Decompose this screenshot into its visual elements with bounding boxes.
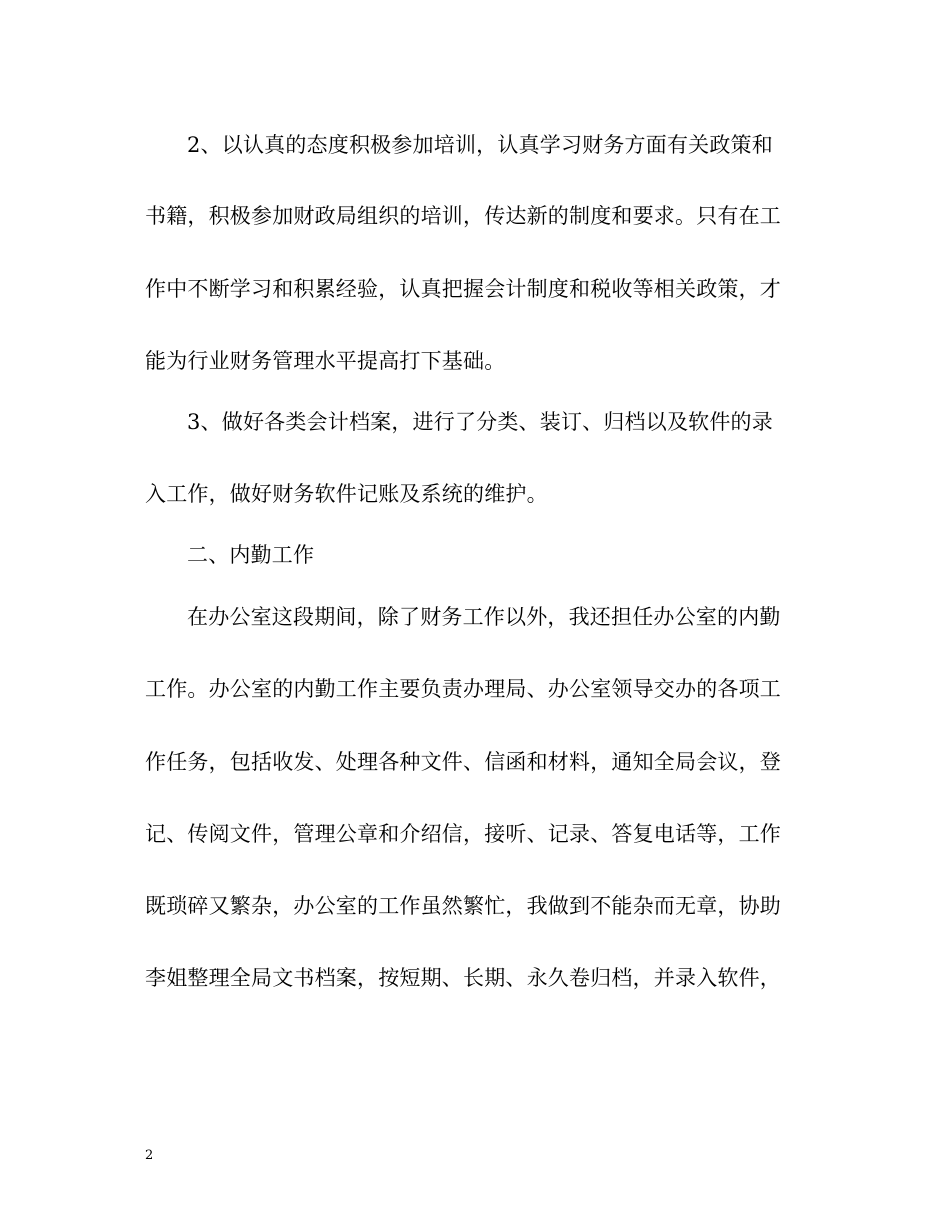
section-heading: 二、内勤工作 — [187, 543, 315, 567]
paragraph-line: 2、以认真的态度积极参加培训，认真学习财务方面有关政策和 — [187, 133, 773, 157]
paragraph-line: 工作。办公室的内勤工作主要负责办理局、办公室领导交办的各项工 — [145, 677, 781, 701]
paragraph-line: 能为行业财务管理水平提高打下基础。 — [145, 349, 506, 373]
paragraph-line: 3、做好各类会计档案，进行了分类、装订、归档以及软件的录 — [187, 410, 773, 434]
paragraph-line: 记、传阅文件，管理公章和介绍信，接听、记录、答复电话等，工作 — [145, 822, 781, 846]
paragraph-line: 入工作，做好财务软件记账及系统的维护。 — [145, 482, 548, 506]
paragraph-line: 书籍，积极参加财政局组织的培训，传达新的制度和要求。只有在工 — [145, 204, 781, 228]
paragraph-line: 在办公室这段期间，除了财务工作以外，我还担任办公室的内勤 — [187, 605, 781, 629]
paragraph-line: 作任务，包括收发、处理各种文件、信函和材料，通知全局会议，登 — [145, 750, 781, 774]
paragraph-line: 李姐整理全局文书档案，按短期、长期、永久卷归档，并录入软件， — [145, 966, 781, 990]
paragraph-line: 作中不断学习和积累经验，认真把握会计制度和税收等相关政策，才 — [145, 277, 781, 301]
page-number: 2 — [145, 1148, 154, 1163]
paragraph-line: 既琐碎又繁杂，办公室的工作虽然繁忙，我做到不能杂而无章，协助 — [145, 894, 781, 918]
